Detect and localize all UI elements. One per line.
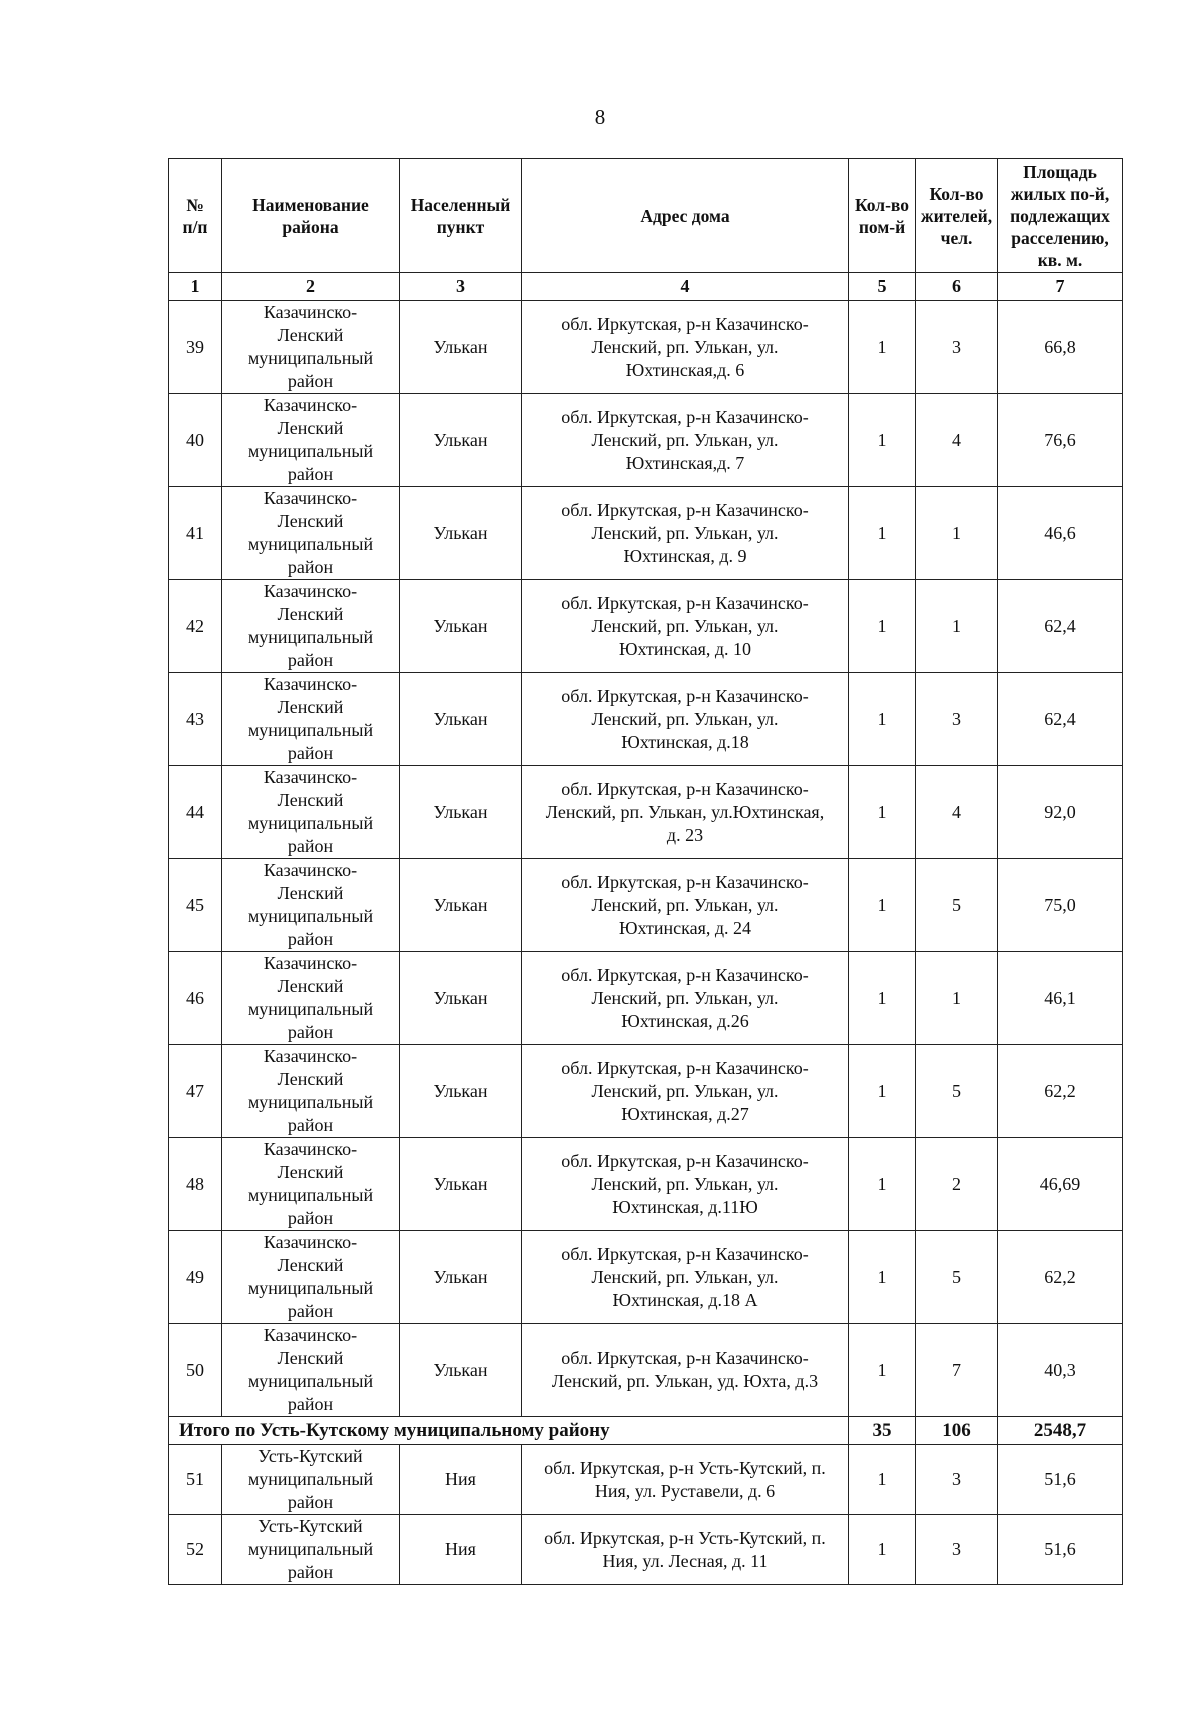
- residents-cell: 5: [916, 1045, 998, 1138]
- area-cell: 75,0: [998, 859, 1123, 952]
- table-row: [169, 580, 1123, 673]
- district-cell: Казачинско- Ленский муниципальный район: [222, 952, 400, 1045]
- column-number-row: [169, 273, 1123, 301]
- row-number: 48: [169, 1138, 222, 1231]
- rooms-cell: 1: [849, 1045, 916, 1138]
- district-cell: Усть-Кутский муниципальный район: [222, 1515, 400, 1585]
- district-cell: Казачинско- Ленский муниципальный район: [222, 766, 400, 859]
- area-cell: 62,4: [998, 673, 1123, 766]
- row-number: 47: [169, 1045, 222, 1138]
- area-cell: 62,4: [998, 580, 1123, 673]
- row-number: 43: [169, 673, 222, 766]
- residents-cell: 5: [916, 859, 998, 952]
- district-cell: Казачинско- Ленский муниципальный район: [222, 487, 400, 580]
- rooms-cell: 1: [849, 301, 916, 394]
- address-cell: обл. Иркутская, р-н Усть-Кутский, п. Ния, ул. Руставели, д. 6: [522, 1445, 849, 1515]
- rooms-cell: 1: [849, 1324, 916, 1417]
- residents-cell: 3: [916, 1515, 998, 1585]
- column-number: 5: [849, 273, 916, 301]
- locality-cell: Улькан: [400, 1324, 522, 1417]
- residents-cell: 3: [916, 301, 998, 394]
- row-number: 45: [169, 859, 222, 952]
- rooms-cell: 1: [849, 1231, 916, 1324]
- address-cell: обл. Иркутская, р-н Казачинско- Ленский, рп. Улькан, ул. Юхтинская, д.18 А: [522, 1231, 849, 1324]
- header-residents: Кол-во жителей, чел.: [916, 159, 998, 273]
- rooms-cell: 1: [849, 1445, 916, 1515]
- column-number: 7: [998, 273, 1123, 301]
- locality-cell: Ния: [400, 1515, 522, 1585]
- row-number: 41: [169, 487, 222, 580]
- locality-cell: Улькан: [400, 952, 522, 1045]
- table-row: [169, 394, 1123, 487]
- table-row: [169, 766, 1123, 859]
- residents-cell: 3: [916, 1445, 998, 1515]
- district-cell: Казачинско- Ленский муниципальный район: [222, 859, 400, 952]
- header-row: [169, 159, 1123, 273]
- locality-cell: Улькан: [400, 766, 522, 859]
- row-number: 52: [169, 1515, 222, 1585]
- locality-cell: Улькан: [400, 1138, 522, 1231]
- residents-cell: 4: [916, 766, 998, 859]
- rooms-cell: 1: [849, 394, 916, 487]
- address-cell: обл. Иркутская, р-н Казачинско- Ленский, рп. Улькан, ул. Юхтинская,д. 6: [522, 301, 849, 394]
- address-cell: обл. Иркутская, р-н Казачинско- Ленский, рп. Улькан, ул. Юхтинская,д. 7: [522, 394, 849, 487]
- residents-cell: 5: [916, 1231, 998, 1324]
- residents-cell: 2: [916, 1138, 998, 1231]
- column-number: 4: [522, 273, 849, 301]
- residents-cell: 4: [916, 394, 998, 487]
- area-cell: 62,2: [998, 1045, 1123, 1138]
- table-row: [169, 1045, 1123, 1138]
- area-cell: 51,6: [998, 1445, 1123, 1515]
- table-row: [169, 859, 1123, 952]
- district-cell: Усть-Кутский муниципальный район: [222, 1445, 400, 1515]
- total-row: [169, 1417, 1123, 1445]
- table-row: [169, 301, 1123, 394]
- table-row: [169, 673, 1123, 766]
- column-number: 3: [400, 273, 522, 301]
- header-number: № п/п: [169, 159, 222, 273]
- area-cell: 46,69: [998, 1138, 1123, 1231]
- row-number: 49: [169, 1231, 222, 1324]
- table-row: [169, 952, 1123, 1045]
- housing-registry-table: [168, 158, 1123, 1585]
- area-cell: 46,1: [998, 952, 1123, 1045]
- row-number: 44: [169, 766, 222, 859]
- row-number: 46: [169, 952, 222, 1045]
- area-cell: 66,8: [998, 301, 1123, 394]
- table-row: [169, 1445, 1123, 1515]
- locality-cell: Ния: [400, 1445, 522, 1515]
- address-cell: обл. Иркутская, р-н Казачинско- Ленский, рп. Улькан, уд. Юхта, д.3: [522, 1324, 849, 1417]
- district-cell: Казачинско- Ленский муниципальный район: [222, 673, 400, 766]
- area-cell: 46,6: [998, 487, 1123, 580]
- table-row: [169, 1231, 1123, 1324]
- district-cell: Казачинско- Ленский муниципальный район: [222, 1324, 400, 1417]
- area-cell: 62,2: [998, 1231, 1123, 1324]
- rooms-cell: 1: [849, 859, 916, 952]
- locality-cell: Улькан: [400, 394, 522, 487]
- area-cell: 40,3: [998, 1324, 1123, 1417]
- address-cell: обл. Иркутская, р-н Казачинско- Ленский, рп. Улькан, ул. Юхтинская, д.11Ю: [522, 1138, 849, 1231]
- locality-cell: Улькан: [400, 859, 522, 952]
- row-number: 42: [169, 580, 222, 673]
- address-cell: обл. Иркутская, р-н Казачинско- Ленский, рп. Улькан, ул. Юхтинская, д.27: [522, 1045, 849, 1138]
- district-cell: Казачинско- Ленский муниципальный район: [222, 580, 400, 673]
- row-number: 51: [169, 1445, 222, 1515]
- table-row: [169, 1324, 1123, 1417]
- residents-cell: 3: [916, 673, 998, 766]
- row-number: 40: [169, 394, 222, 487]
- area-cell: 92,0: [998, 766, 1123, 859]
- residents-cell: 1: [916, 580, 998, 673]
- residents-cell: 7: [916, 1324, 998, 1417]
- address-cell: обл. Иркутская, р-н Казачинско- Ленский, рп. Улькан, ул.Юхтинская, д. 23: [522, 766, 849, 859]
- locality-cell: Улькан: [400, 301, 522, 394]
- address-cell: обл. Иркутская, р-н Казачинско- Ленский, рп. Улькан, ул. Юхтинская, д.26: [522, 952, 849, 1045]
- rooms-cell: 1: [849, 487, 916, 580]
- rooms-cell: 1: [849, 766, 916, 859]
- column-number: 2: [222, 273, 400, 301]
- address-cell: обл. Иркутская, р-н Казачинско- Ленский, рп. Улькан, ул. Юхтинская, д. 24: [522, 859, 849, 952]
- total-area: 2548,7: [998, 1417, 1123, 1445]
- area-cell: 51,6: [998, 1515, 1123, 1585]
- table-row: [169, 1515, 1123, 1585]
- district-cell: Казачинско- Ленский муниципальный район: [222, 301, 400, 394]
- column-number: 6: [916, 273, 998, 301]
- table-row: [169, 487, 1123, 580]
- locality-cell: Улькан: [400, 580, 522, 673]
- rooms-cell: 1: [849, 580, 916, 673]
- header-district: Наименование района: [222, 159, 400, 273]
- district-cell: Казачинско- Ленский муниципальный район: [222, 1045, 400, 1138]
- district-cell: Казачинско- Ленский муниципальный район: [222, 394, 400, 487]
- area-cell: 76,6: [998, 394, 1123, 487]
- locality-cell: Улькан: [400, 673, 522, 766]
- total-residents: 106: [916, 1417, 998, 1445]
- rooms-cell: 1: [849, 673, 916, 766]
- address-cell: обл. Иркутская, р-н Усть-Кутский, п. Ния, ул. Лесная, д. 11: [522, 1515, 849, 1585]
- total-label: Итого по Усть-Кутскому муниципальному району: [169, 1417, 849, 1445]
- total-rooms: 35: [849, 1417, 916, 1445]
- page-number: 8: [594, 105, 606, 129]
- residents-cell: 1: [916, 487, 998, 580]
- address-cell: обл. Иркутская, р-н Казачинско- Ленский, рп. Улькан, ул. Юхтинская, д. 10: [522, 580, 849, 673]
- locality-cell: Улькан: [400, 487, 522, 580]
- column-number: 1: [169, 273, 222, 301]
- row-number: 39: [169, 301, 222, 394]
- table-row: [169, 1138, 1123, 1231]
- district-cell: Казачинско- Ленский муниципальный район: [222, 1231, 400, 1324]
- header-locality: Населенный пункт: [400, 159, 522, 273]
- header-area: Площадь жилых по-й, подлежащих расселению, кв. м.: [998, 159, 1123, 273]
- locality-cell: Улькан: [400, 1231, 522, 1324]
- address-cell: обл. Иркутская, р-н Казачинско- Ленский, рп. Улькан, ул. Юхтинская, д. 9: [522, 487, 849, 580]
- rooms-cell: 1: [849, 952, 916, 1045]
- rooms-cell: 1: [849, 1515, 916, 1585]
- residents-cell: 1: [916, 952, 998, 1045]
- district-cell: Казачинско- Ленский муниципальный район: [222, 1138, 400, 1231]
- address-cell: обл. Иркутская, р-н Казачинско- Ленский, рп. Улькан, ул. Юхтинская, д.18: [522, 673, 849, 766]
- header-address: Адрес дома: [522, 159, 849, 273]
- locality-cell: Улькан: [400, 1045, 522, 1138]
- rooms-cell: 1: [849, 1138, 916, 1231]
- header-rooms: Кол-во пом-й: [849, 159, 916, 273]
- row-number: 50: [169, 1324, 222, 1417]
